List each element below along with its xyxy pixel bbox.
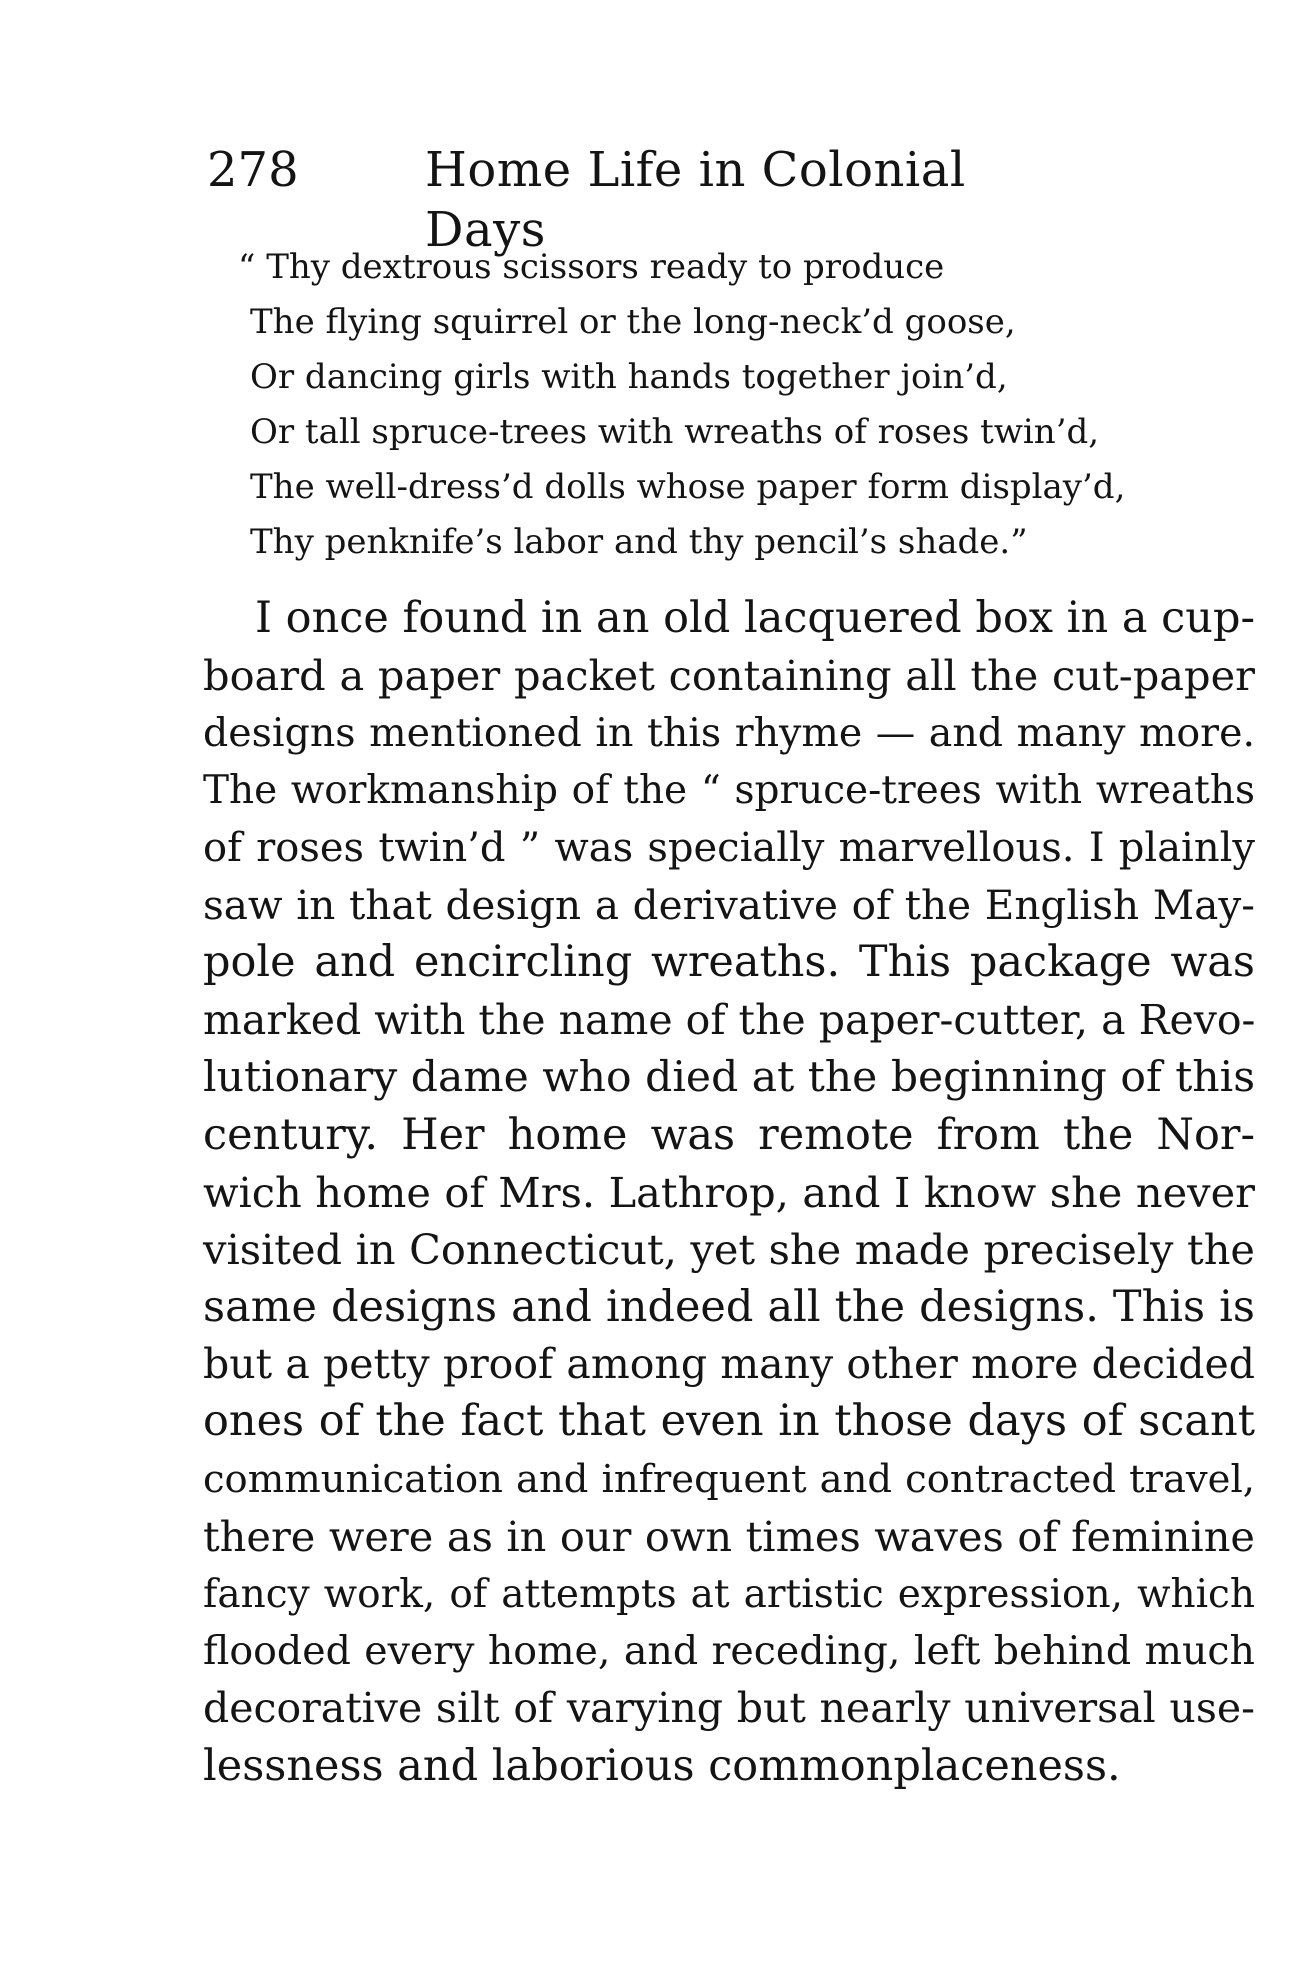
- page-number: 278: [207, 142, 299, 198]
- paragraph-line: flooded every home, and receding, left behind much: [203, 1628, 1255, 1675]
- paragraph-line: board a paper packet containing all the cut-paper: [203, 651, 1255, 701]
- paragraph-line: lutionary dame who died at the beginning of this: [203, 1053, 1256, 1103]
- paragraph-line: ones of the fact that even in those days of scant: [203, 1396, 1255, 1447]
- poem-line: Thy penknife’s labor and thy pencil’s shade.”: [250, 522, 1028, 562]
- paragraph-line: lessness and laborious commonplaceness.: [203, 1740, 1121, 1791]
- paragraph-line: pole and encircling wreaths. This package was: [203, 937, 1255, 988]
- paragraph-line: marked with the name of the paper-cutter, a Revo-: [203, 995, 1256, 1044]
- poem-line: Or dancing girls with hands together join’d,: [250, 357, 1008, 397]
- poem-line: Or tall spruce-trees with wreaths of roses twin’d,: [250, 412, 1100, 452]
- poem-line: The flying squirrel or the long-neck’d goose,: [250, 302, 1016, 342]
- paragraph-line: there were as in our own times waves of feminine: [203, 1512, 1255, 1562]
- paragraph-line: century. Her home was remote from the Nor-: [203, 1109, 1255, 1160]
- paragraph-line: fancy work, of attempts at artistic expression, which: [203, 1571, 1255, 1617]
- paragraph-line: decorative silt of varying but nearly universal use-: [203, 1684, 1255, 1733]
- paragraph-line: designs mentioned in this rhyme — and many more.: [203, 709, 1255, 756]
- paragraph-line: communication and infrequent and contracted travel,: [203, 1456, 1255, 1502]
- paragraph-line: wich home of Mrs. Lathrop, and I know she never: [203, 1167, 1255, 1217]
- poem-quotation: [238, 240, 1230, 570]
- paragraph-line: of roses twin’d ” was specially marvellous. I plainly: [203, 824, 1255, 871]
- body-paragraph: [203, 590, 1255, 1795]
- poem-line: “ Thy dextrous scissors ready to produce: [238, 247, 945, 287]
- paragraph-line: I once found in an old lacquered box in a cup-: [255, 593, 1255, 643]
- running-title: Home Life in Colonial Days: [425, 142, 966, 258]
- paragraph-line: The workmanship of the “ spruce-trees with wreaths: [203, 768, 1255, 814]
- paragraph-line: visited in Connecticut, yet she made precisely the: [203, 1225, 1255, 1275]
- paragraph-line: saw in that design a derivative of the English May-: [203, 880, 1255, 929]
- paragraph-line: but a petty proof among many other more decided: [203, 1340, 1255, 1389]
- poem-line: The well-dress’d dolls whose paper form display’d,: [250, 467, 1126, 507]
- running-head: [207, 140, 1053, 258]
- paragraph-line: same designs and indeed all the designs. This is: [203, 1281, 1255, 1332]
